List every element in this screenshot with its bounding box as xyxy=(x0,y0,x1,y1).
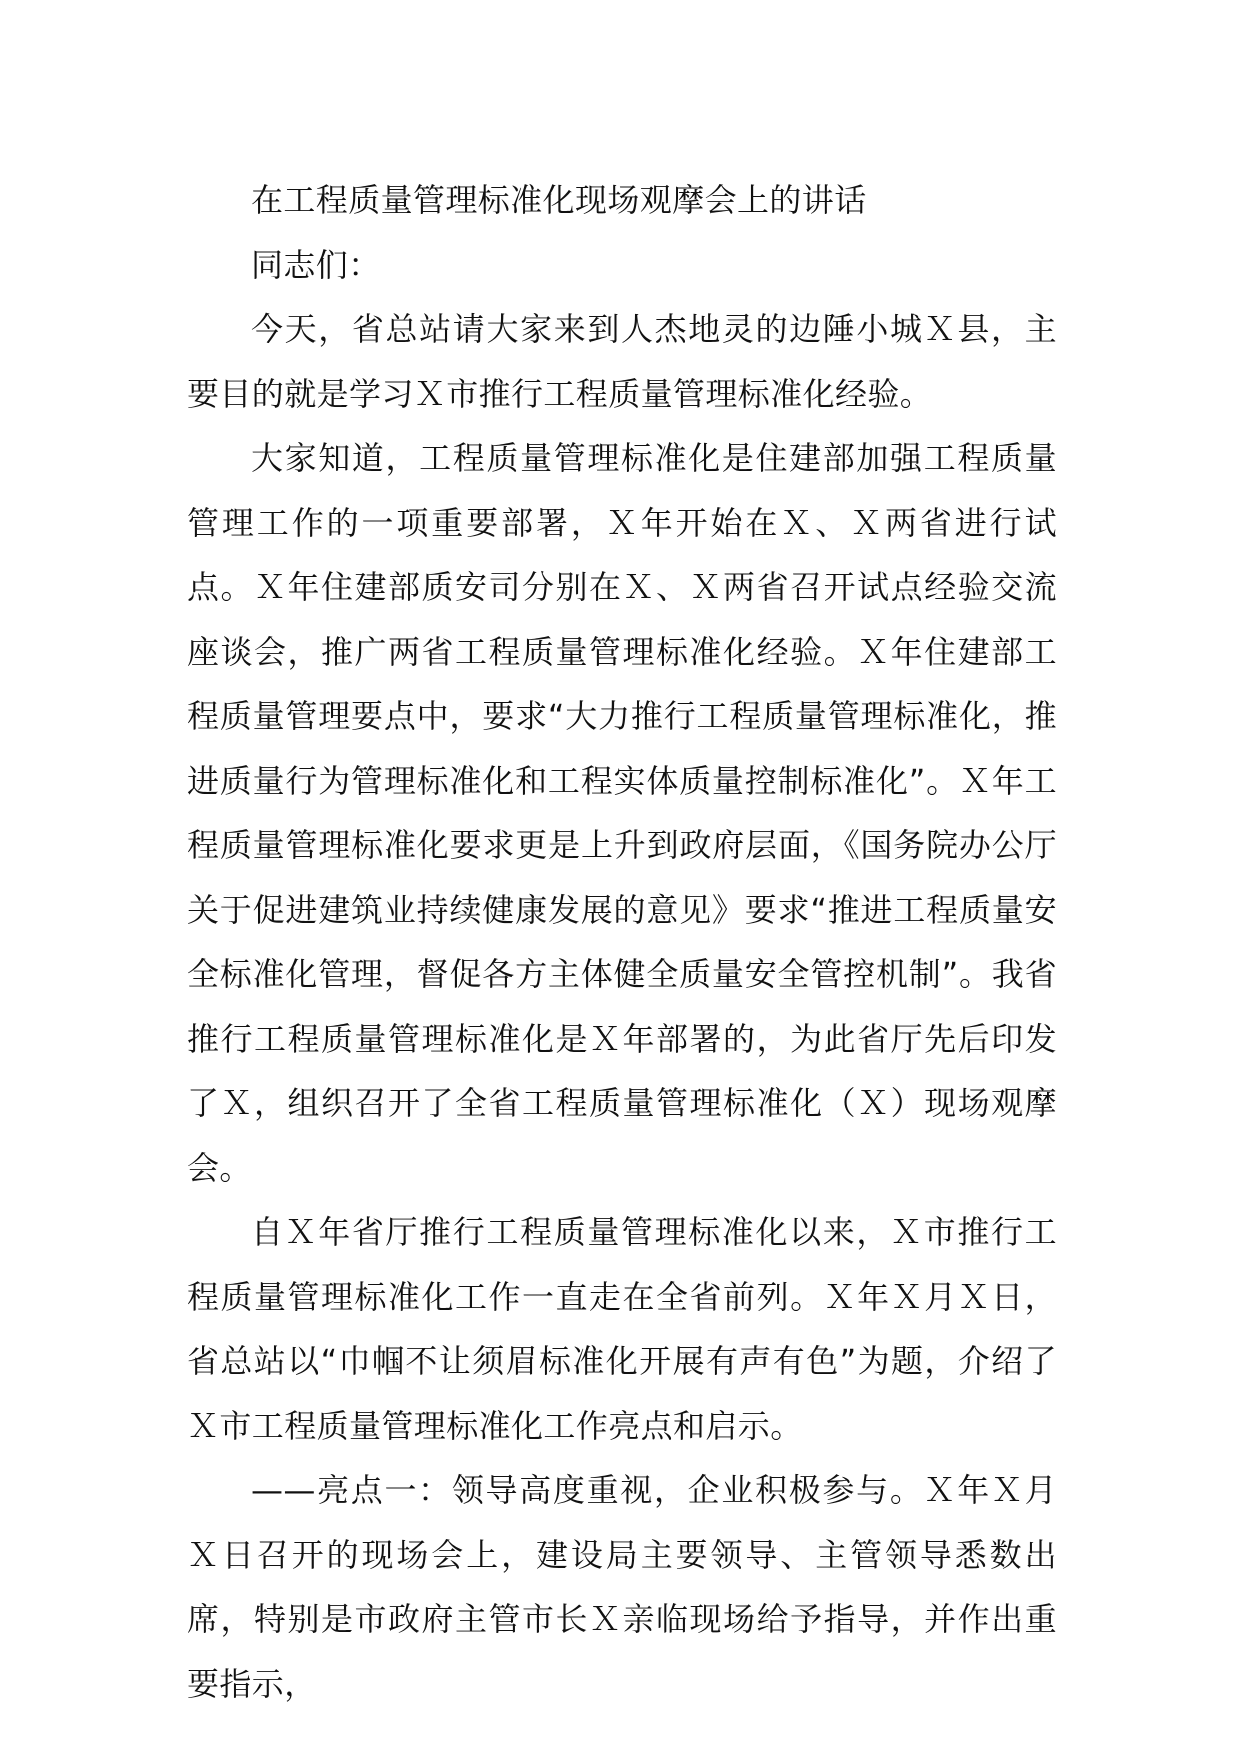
paragraph-highlight-one: ——亮点一：领导高度重视，企业积极参与。Ｘ年Ｘ月Ｘ日召开的现场会上，建设局主要领导、主管领导悉数出席，特别是市政府主管市长Ｘ亲临现场给予指导，并作出重要指示， xyxy=(187,1471,1057,1703)
paragraph-intro: 今天，省总站请大家来到人杰地灵的边陲小城Ｘ县，主要目的就是学习Ｘ市推行工程质量管理标准化经验。 xyxy=(187,310,1057,413)
document-body xyxy=(187,168,1057,1716)
salutation: 同志们： xyxy=(251,245,381,284)
document-title: 在工程质量管理标准化现场观摩会上的讲话 xyxy=(251,181,867,219)
paragraph-background: 大家知道，工程质量管理标准化是住建部加强工程质量管理工作的一项重要部署，Ｘ年开始在Ｘ、Ｘ两省进行试点。Ｘ年住建部质安司分别在Ｘ、Ｘ两省召开试点经验交流座谈会，推广两省工程质量管理标准化经验。Ｘ年住建部工程质量管理要点中，要求“大力推行工程质量管理标准化，推进质量行为管理标准化和工程实体质量控制标准化”。Ｘ年工程质量管理标准化要求更是上升到政府层面，《国务院办公厅关于促进建筑业持续健康发展的意见》要求“推进工程质量安全标准化管理，督促各方主体健全质量安全管控机制”。我省推行工程质量管理标准化是Ｘ年部署的，为此省厅先后印发了Ｘ，组织召开了全省工程质量管理标准化（Ｘ）现场观摩会。 xyxy=(187,439,1057,1187)
paragraph-progress: 自Ｘ年省厅推行工程质量管理标准化以来，Ｘ市推行工程质量管理标准化工作一直走在全省前列。Ｘ年Ｘ月Ｘ日，省总站以“巾帼不让须眉标准化开展有声有色”为题，介绍了Ｘ市工程质量管理标准化工作亮点和启示。 xyxy=(187,1213,1057,1445)
